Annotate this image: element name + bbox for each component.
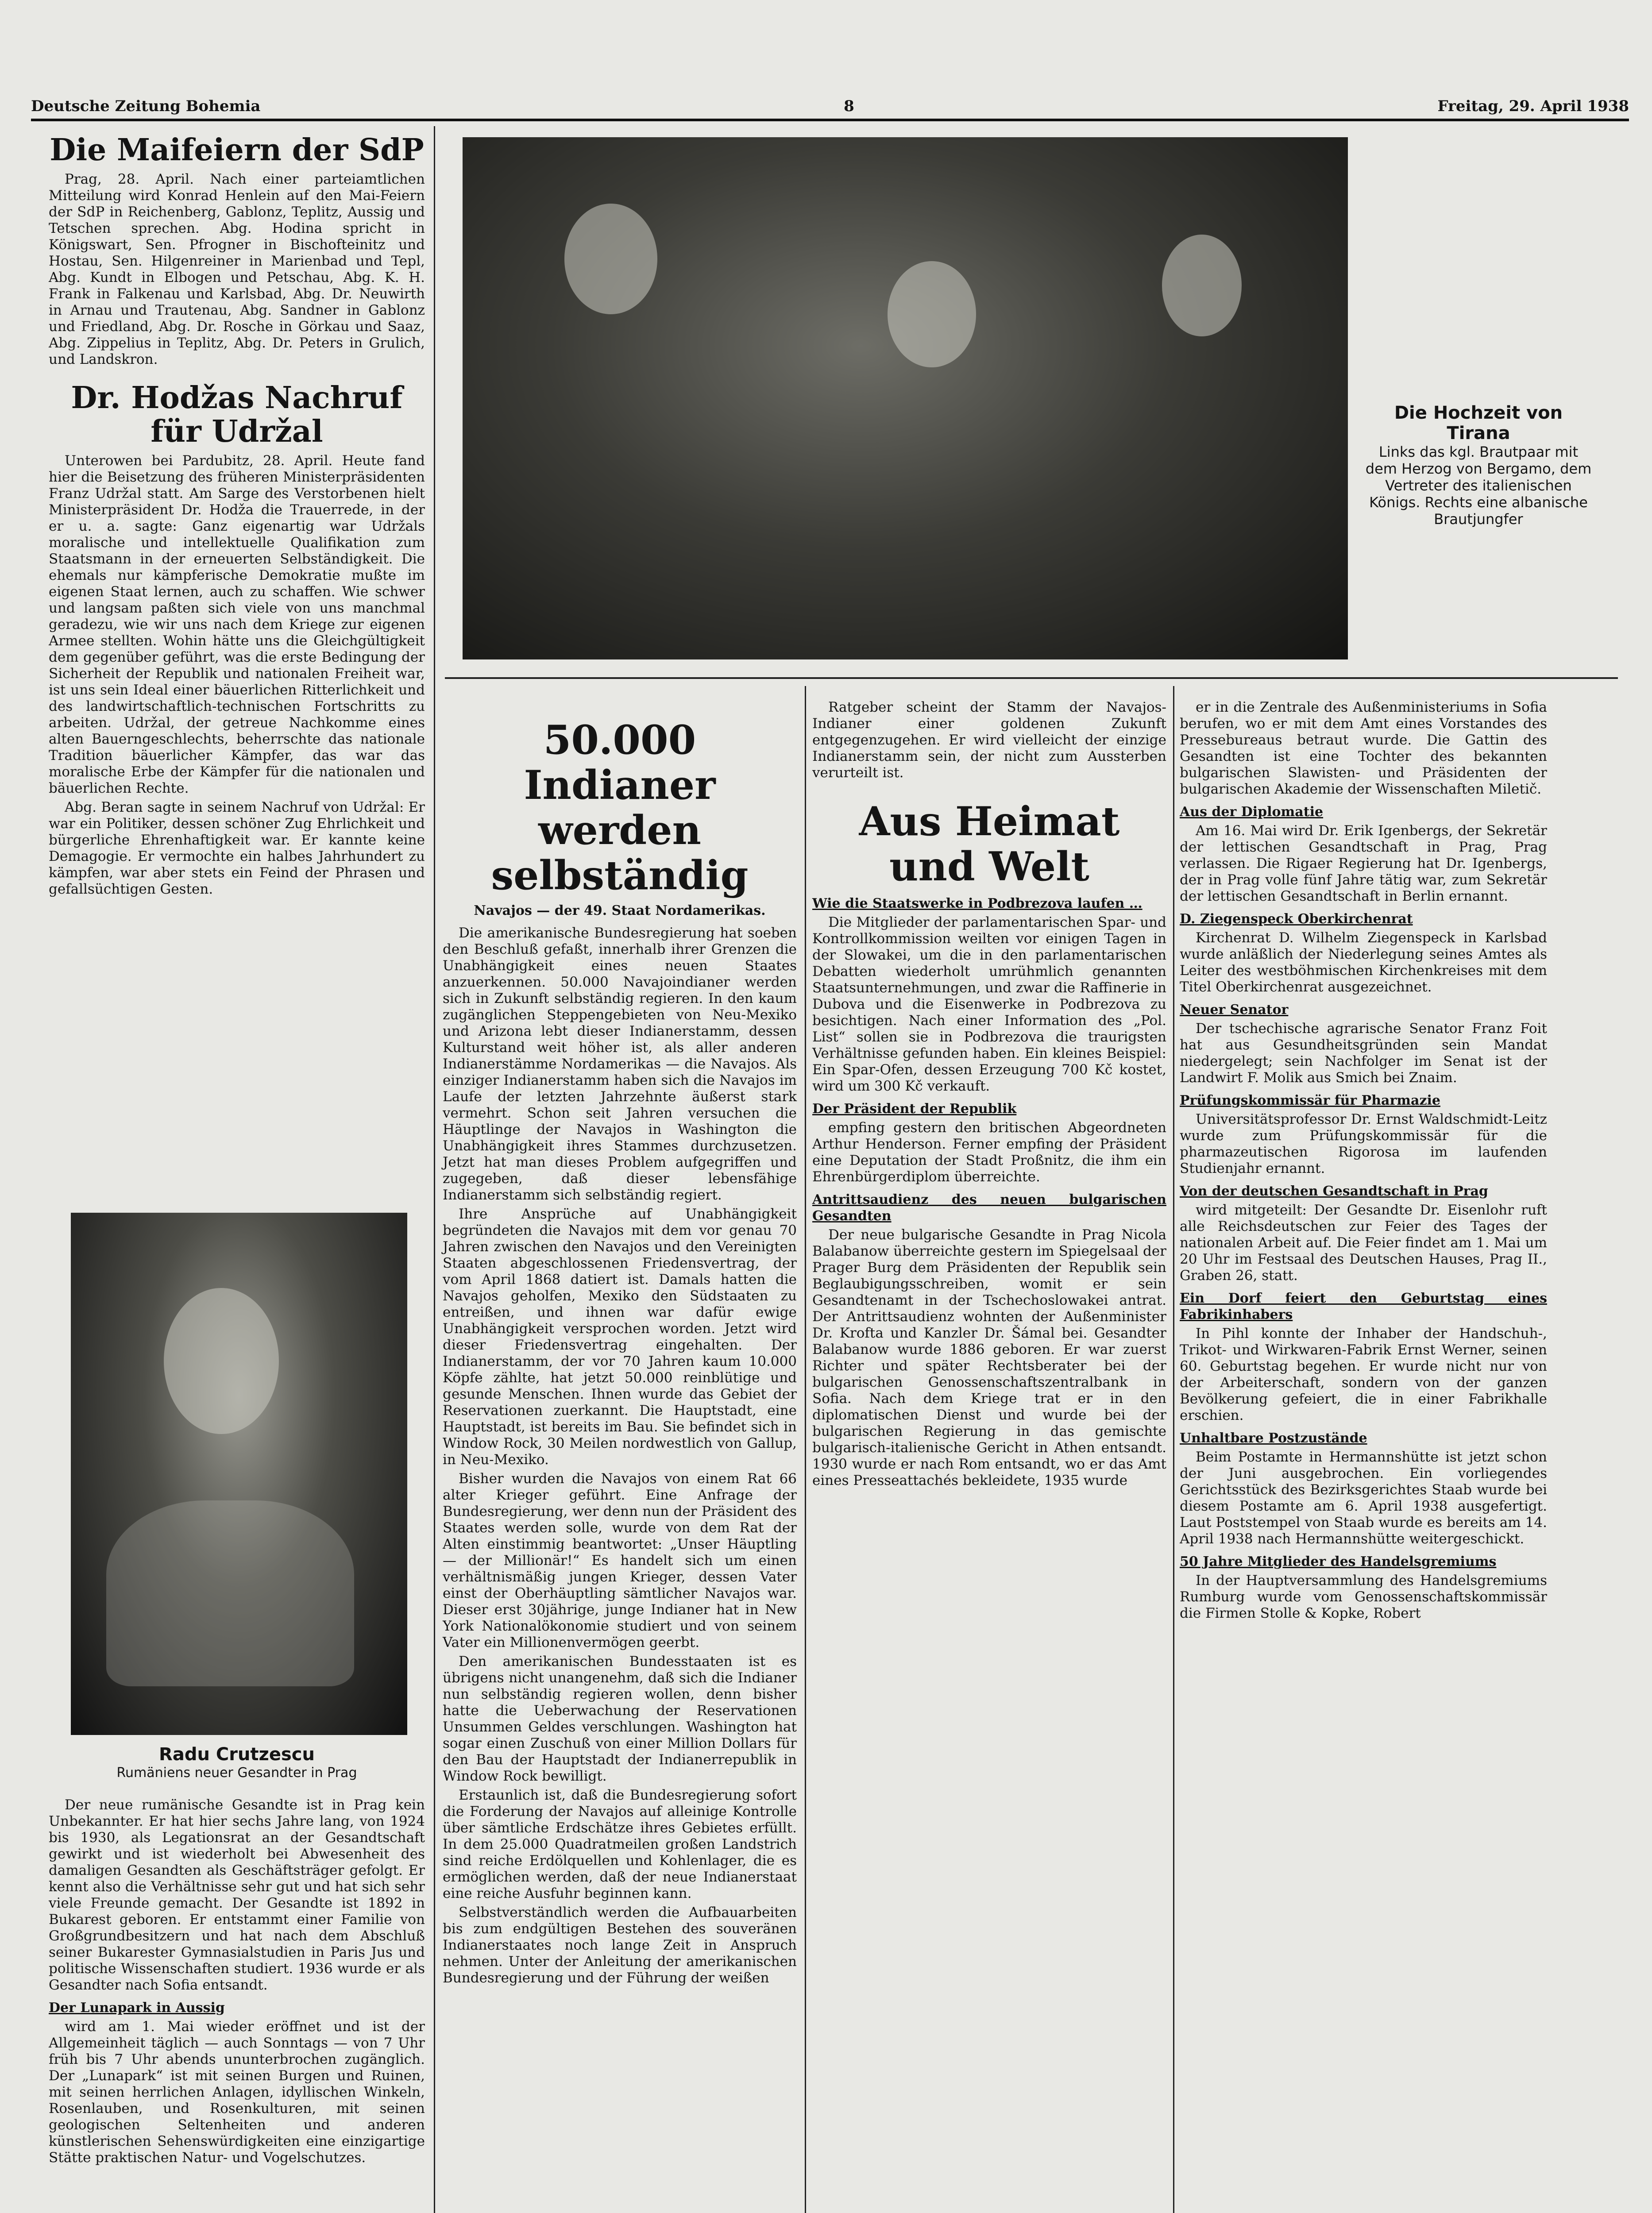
column-4 [1180, 699, 1547, 1624]
column-rule [434, 126, 435, 2213]
column-rule [805, 686, 806, 2213]
wedding-caption-title: Die Hochzeit von Tirana [1394, 403, 1563, 443]
article-postzustaende: Beim Postamte in Hermannshütte ist jetzt schon der Juni ausgebrochen. Ein vorliegendes Gerichtsstück des Bezirksgerichtes Staab wurde bei diesem Postamte am 6. April 1938 ausgefertigt. Laut Poststempel von Staab wurde es bereits am 14. April 1938 nach Hermannshütte weitergeschickt. [1180, 1449, 1547, 1547]
portrait-caption [49, 1744, 425, 1781]
headline-indianer: 50.000 Indianer werden selbständig [491, 717, 749, 899]
article-praesident: empfing gestern den britischen Abgeordneten Arthur Henderson. Ferner empfing der Präsident eine Deputation der Stadt Proßnitz, die ihm ein Ehrenbürgerdiplom überreichte. [812, 1120, 1166, 1185]
article-gesandtschaft: wird mitgeteilt: Der Gesandte Dr. Eisenlohr ruft alle Reichsdeutschen zur Feier des Tages der nationalen Arbeit auf. Die Feier findet am 1. Mai um 20 Uhr im Festsaal des Deutschen Hauses, Prag II., Graben 26, statt. [1180, 1202, 1547, 1284]
subhead-handelsgremium: 50 Jahre Mitglieder des Handelsgremiums [1180, 1554, 1497, 1569]
article-ziegenspeck: Kirchenrat D. Wilhelm Ziegenspeck in Karlsbad wurde anläßlich der Niederlegung seines Amtes als Leiter des westböhmischen Kirchenkreises mit dem Titel Oberkirchenrat ausgezeichnet. [1180, 930, 1547, 995]
column-rule [1173, 686, 1174, 2213]
figure-groom [564, 204, 657, 314]
article-lunapark: wird am 1. Mai wieder eröffnet und ist der Allgemeinheit täglich — auch Sonntags — von 7 Uhr früh bis 7 Uhr abends ununterbrochen zugänglich. Der „Lunapark“ ist mit seinen Burgen und Ruinen, mit seinen herrlichen Anlagen, idyllischen Winkeln, Rosenlauben, und Rosenkulturen, mit seinen geologischen Seltenheiten und anderen künstlerischen Sehenswürdigkeiten eine einzigartige Stätte praktischen Natur- und Vogelschutzes. [49, 2019, 425, 2166]
article-maifeiern: Prag, 28. April. Nach einer parteiamtlichen Mitteilung wird Konrad Henlein auf den Mai-Feiern der SdP in Reichenberg, Gablonz, Teplitz, Aussig und Tetschen sprechen. Abg. Hodina spricht in Königswart, Sen. Pfrogner in Bischofteinitz und Hostau, Sen. Hilgenreiner in Marienbad und Tepl, Abg. Kundt in Elbogen und Petschau, Abg. K. H. Frank in Falkenau und Karlsbad, Abg. Dr. Neuwirth in Arnau und Trautenau, Abg. Sandner in Gablonz und Friedland, Abg. Dr. Rosche in Görkau und Saaz, Abg. Zippelius in Teplitz, Abg. Dr. Peters in Grulich, und Landskron. [49, 171, 425, 367]
portrait-face [164, 1288, 279, 1434]
subhead-podbrezova: Wie die Staatswerke in Podbrezova laufen … [812, 896, 1143, 911]
article-indianer-end: Ratgeber scheint der Stamm der Navajos-Indianer einer goldenen Zukunft entgegenzugehen. Er wird vielleicht der einzige Indianerstamm sein, der nicht zum Aussterben verurteilt ist. [812, 699, 1166, 781]
article-podbrezova: Die Mitglieder der parlamentarischen Spar- und Kontrollkommission weilten vor einigen Tagen in der Slowakei, um die in den parlamentarischen Debatten wiederholt umrühmlich genannten Staatsunternehmungen, und zwar die Raffinerie in Dubova und die Eisenwerke in Podbrezova zu besichtigen. Nach einer Information des „Pol. List“ sollen sie in Podbrezova die traurigsten Verhältnisse gefunden haben. Ein kleines Beispiel: Ein Spar-Ofen, dessen Erzeugung 700 Kč kostet, wird um 300 Kč verkauft. [812, 914, 1166, 1094]
article-geburtstag: In Pihl konnte der Inhaber der Handschuh-, Trikot- und Wirkwaren-Fabrik Ernst Werner, seinen 60. Geburtstag begehen. Er wurde nicht nur von der Arbeiterschaft, sondern von der ganzen Bevölkerung gefeiert, die in einer Fabrikhalle erschien. [1180, 1326, 1547, 1423]
column-3 [812, 699, 1166, 1492]
article-senator: Der tschechische agrarische Senator Franz Foit hat aus Gesundheitsgründen sein Mandat niedergelegt; sein Nachfolger im Senat ist der Landwirt F. Molik aus Smich bei Znaim. [1180, 1021, 1547, 1086]
column-1 [49, 126, 425, 900]
subhead-pharmazie: Prüfungskommissär für Pharmazie [1180, 1093, 1440, 1108]
subhead-ziegenspeck: D. Ziegenspeck Oberkirchenrat [1180, 911, 1413, 927]
subhead-navajos: Navajos — der 49. Staat Nordamerikas. [474, 903, 766, 918]
portrait-collar [106, 1500, 354, 1686]
article-diplomatie: Am 16. Mai wird Dr. Erik Igenbergs, der Sekretär der lettischen Gesandtschaft in Prag, Prag verlassen. Die Rigaer Regierung hat Dr. Igenbergs, der in Prag volle fünf Jahre tätig war, zum Sekretär der lettischen Gesandtschaft in Berlin ernannt. [1180, 823, 1547, 904]
headline-maifeiern: Die Maifeiern der SdP [50, 132, 424, 168]
subhead-lunapark: Der Lunapark in Aussig [49, 2000, 225, 2016]
article-indianer-3: Bisher wurden die Navajos von einem Rat 66 alter Krieger geführt. Eine Anfrage der Bundesregierung, wer denn nun der Präsident des Staates werden solle, wurde von dem Rat der Alten einstimmig beantwortet: „Unser Häuptling — der Millionär!“ Es handelt sich um einen verhältnismäßig jungen Krieger, dessen Vater einst der Oberhäuptling sämtlicher Navajos war. Dieser erst 30jährige, junge Indianer hat in New York Nationalökonomie studiert und von seinem Vater ein Millionenvermögen geerbt. [443, 1471, 797, 1650]
article-hodza: Unterowen bei Pardubitz, 28. April. Heute fand hier die Beisetzung des früheren Ministerpräsidenten Franz Udržal statt. Am Sarge des Verstorbenen hielt Ministerpräsident Dr. Hodža die Trauerrede, in der er u. a. sagte: Ganz eigenartig war Udržals moralische und intellektuelle Qualifikation zum Staatsmann in der erneuerten Selbständigkeit. Die ehemals nur kämpferische Demokratie mußte im eigenen Staat lernen, auch zu schaffen. Wie schwer und langsam paßten sich viele von uns manchmal geradezu, wie wir uns nach dem Kriege zur eigenen Armee stellten. Wohin hätte uns die Gleichgültigkeit dem gegenüber geführt, was die erste Bedingung der Sicherheit der Republik und nationalen Freiheit war, ist uns sein Ideal einer bäuerlichen Ritterlichkeit und des landwirtschaftlich-technischen Fortschritts zu arbeiten. Udržal, der getreue Nachkomme eines alten Bauerngeschlechts, beherrschte das nationale Tradition bäuerlicher Kämpfer, das war das moralische Erbe der Kämpfer für die nationalen und bäuerlichen Rechte. [49, 453, 425, 796]
article-balabanow-end: er in die Zentrale des Außenministeriums in Sofia berufen, wo er mit dem Amt eines Vorstandes des Pressebureaus betraut wurde. Die Gattin des Gesandten ist eine Tochter des bekannten bulgarischen Slawisten- und Präsidenten der bulgarischen Akademie der Wissenschaften Miletič. [1180, 699, 1547, 797]
subhead-senator: Neuer Senator [1180, 1002, 1289, 1018]
masthead [31, 93, 1629, 121]
subhead-postzustaende: Unhaltbare Postzustände [1180, 1430, 1367, 1446]
subhead-diplomatie: Aus der Diplomatie [1180, 804, 1324, 820]
article-handelsgremium: In der Hauptversammlung des Handelsgremiums Rumburg wurde vom Genossenschaftskommissär die Firmen Stolle & Kopke, Robert [1180, 1573, 1547, 1621]
headline-hodza: Dr. Hodžas Nachruf für Udržal [71, 380, 403, 449]
article-indianer-5: Erstaunlich ist, daß die Bundesregierung sofort die Forderung der Navajos auf alleinige Kontrolle über sämtliche Erdschätze ihres Gebietes erfüllt. In dem 25.000 Quadratmeilen großen Landstrich sind reiche Erdölquellen und Kohlenlager, die es ermöglichen werden, daß der neue Indianerstaat eine reiche Ausfuhr beginnen kann. [443, 1787, 797, 1901]
article-indianer-4: Den amerikanischen Bundesstaaten ist es übrigens nicht unangenehm, daß sich die Indianer nun selbständig regieren wollen, denn bisher hatte die Ueberwachung der Reservationen Unsummen Geldes verschlungen. Washington hat sogar einen Zuschuß von einer Million Dollars für den Bau der Hauptstadt der Indianerrepublik in Window Rock bewilligt. [443, 1654, 797, 1784]
subhead-geburtstag: Ein Dorf feiert den Geburtstag eines Fabrikinhabers [1180, 1291, 1547, 1322]
column-1-lower [49, 1797, 425, 2169]
article-indianer-6: Selbstverständlich werden die Aufbauarbeiten bis zum endgültigen Bestehen des souveränen Indianerstaates noch lange Zeit in Anspruch nehmen. Unter der Anleitung der amerikanischen Bundesregierung und der Führung der weißen [443, 1905, 797, 1986]
paper-name: Deutsche Zeitung Bohemia [31, 97, 261, 115]
issue-date: Freitag, 29. April 1938 [1437, 97, 1629, 115]
article-indianer-2: Ihre Ansprüche auf Unabhängigkeit begründeten die Navajos mit dem vor genau 70 Jahren zwischen den Navajos und den Vereinigten Staaten abgeschlossenen Friedensvertrag, der vom April 1868 datiert ist. Damals hatten die Navajos geholfen, Mexiko den Südstaaten zu entreißen, und ihnen war dafür ewige Unabhängigkeit versprochen worden. Jetzt wird dieser Friedensvertrag eingehalten. Der Indianerstamm, der vor 70 Jahren kaum 10.000 Köpfe zählte, hat jetzt 50.000 reinblütige und gesunde Menschen. Ihnen wurde das Gebiet der Reservationen zuerkannt. Die Hauptstadt, eine Hauptstadt, ist bereits im Bau. Sie befindet sich in Window Rock, 30 Meilen nordwestlich von Gallup, in Neu-Mexiko. [443, 1206, 797, 1468]
wedding-caption-text: Links das kgl. Brautpaar mit dem Herzog von Bergamo, dem Vertreter des italienischen Königs. Rechts eine albanische Brautjungfer [1365, 443, 1592, 528]
subhead-gesandtschaft: Von der deutschen Gesandtschaft in Prag [1180, 1184, 1488, 1199]
headline-heimat-welt: Aus Heimat und Welt [859, 798, 1120, 890]
wedding-photo-caption [1363, 403, 1594, 528]
article-indianer-1: Die amerikanische Bundesregierung hat soeben den Beschluß gefaßt, innerhalb ihrer Grenzen die Unabhängigkeit eines neuen Staates anzuerkennen. 50.000 Navajoindianer werden sich in Zukunft selbständig regieren. In den kaum zugänglichen Steppengebieten von Neu-Mexiko und Arizona lebt dieser Indianerstamm, dessen Kulturstand weit höher ist, als aller anderen Indianerstämme Nordamerikas — die Navajos. Als einziger Indianerstamm haben sich die Navajos im Laufe der letzten Jahrzehnte äußerst stark vermehrt. Schon seit Jahren versuchen die Häuptlinge der Navajos in Washington die Unabhängigkeit ihres Stammes durchzusetzen. Jetzt hat man dieses Problem aufgegriffen und zugegeben, daß dieser lebensfähige Indianerstamm sich selbständig regiert. [443, 925, 797, 1203]
wedding-photo [463, 137, 1348, 659]
figure-bride [888, 261, 976, 367]
page-number: 8 [844, 97, 854, 115]
column-2 [443, 710, 797, 1989]
article-beran: Abg. Beran sagte in seinem Nachruf von Udržal: Er war ein Politiker, dessen schöner Zug Ehrlichkeit und bürgerliche Ehrenhaftigkeit war. Er kannte keine Demagogie. Er vermochte ein halbes Jahrhundert zu kämpfen, war aber stets ein Feind der Phrasen und gefallsüchtigen Gesten. [49, 799, 425, 897]
portrait-caption-sub: Rumäniens neuer Gesandter in Prag [116, 1765, 357, 1781]
figure-bridesmaid [1162, 235, 1242, 336]
article-pharmazie: Universitätsprofessor Dr. Ernst Waldschmidt-Leitz wurde zum Prüfungskommissär für die pharmazeutischen Rigorosa im laufenden Studienjahr ernannt. [1180, 1111, 1547, 1176]
section-rule [445, 677, 1618, 679]
article-antrittsaudienz: Der neue bulgarische Gesandte in Prag Nicola Balabanow überreichte gestern im Spiegelsaal der Prager Burg dem Präsidenten der Republik sein Beglaubigungsschreiben, womit er sein Gesandtenamt in der Tschechoslowakei antrat. Der Antrittsaudienz wohnten der Außenminister Dr. Krofta und Kanzler Dr. Šámal bei. Gesandter Balabanow wurde 1886 geboren. Er war zuerst Richter und später Rechtsberater bei der bulgarischen Genossenschaftszentralbank in Sofia. Nach dem Kriege trat er in den diplomatischen Dienst und wurde bei der bulgarischen Regierung in das gemischte bulgarisch-italienische Gericht in Athen entsandt. 1930 wurde er nach Rom entsandt, wo er das Amt eines Presseattachés bekleidete, 1935 wurde [812, 1227, 1166, 1488]
portrait-photo [71, 1213, 407, 1735]
subhead-praesident: Der Präsident der Republik [812, 1101, 1017, 1117]
subhead-antrittsaudienz: Antrittsaudienz des neuen bulgarischen Gesandten [812, 1192, 1166, 1224]
article-crutzescu: Der neue rumänische Gesandte ist in Prag kein Unbekannter. Er hat hier sechs Jahre lang, von 1924 bis 1930, als Legationsrat an der Gesandtschaft gewirkt und ist wiederholt bei Abwesenheit des damaligen Gesandten als Geschäftsträger gefolgt. Er kennt also die Verhältnisse sehr gut und hat sich sehr viele Freunde gemacht. Der Gesandte ist 1892 in Bukarest geboren. Er entstammt einer Familie von Großgrundbesitzern und hat nach dem Abschluß seiner Bukarester Gymnasialstudien in Paris Jus und politische Wissenschaften studiert. 1936 wurde er als Gesandter nach Sofia entsandt. [49, 1797, 425, 1993]
portrait-caption-title: Radu Crutzescu [159, 1744, 315, 1765]
